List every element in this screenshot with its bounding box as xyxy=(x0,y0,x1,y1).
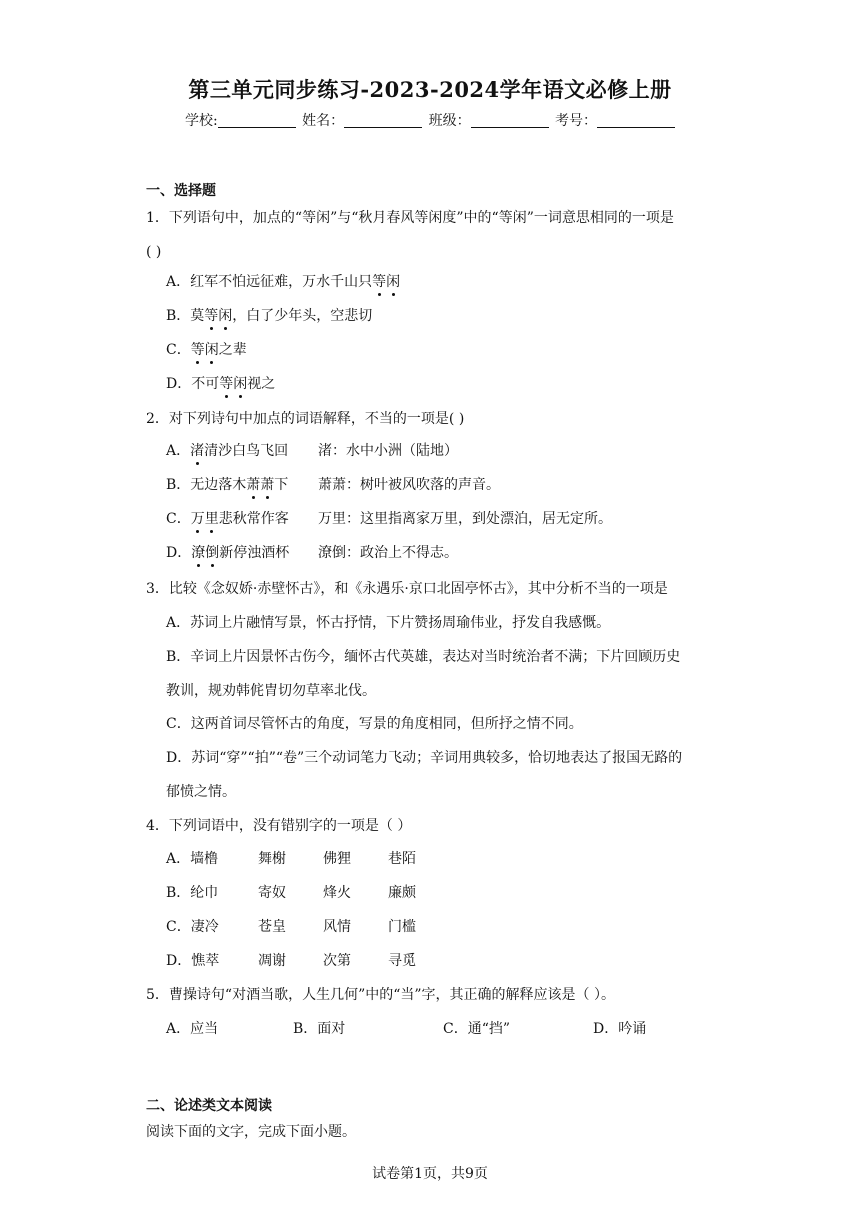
word: 门槛 xyxy=(388,919,416,935)
option-text: D． xyxy=(166,545,192,561)
q5-option-d[interactable]: D．吟诵 xyxy=(593,1021,647,1037)
option-text: D．不可 xyxy=(166,376,220,392)
dotted-char: 闲 xyxy=(233,376,248,392)
school-label: 学校: xyxy=(184,113,218,129)
q3-option-b-cont: 教训，规劝韩侂胄切勿草率北伐。 xyxy=(166,683,376,699)
q2-option-b[interactable] xyxy=(166,476,500,494)
dotted-char: 萧 xyxy=(260,477,275,493)
word: 寄奴 xyxy=(258,885,286,901)
word: 舞榭 xyxy=(258,851,286,867)
dotted-char: 渚 xyxy=(190,443,205,459)
q1-stem-bracket: ( ) xyxy=(146,244,162,260)
q5-option-a[interactable]: A．应当 xyxy=(166,1021,219,1037)
option-text: B．无边落木 xyxy=(166,477,247,493)
word: 廉颇 xyxy=(388,885,416,901)
dotted-char: 等 xyxy=(204,308,219,324)
word: 烽火 xyxy=(323,885,351,901)
word: 苍皇 xyxy=(258,919,286,935)
q3-option-b[interactable]: B．辛词上片因景怀古伤今，缅怀古代英雄，表达对当时统治者不满；下片回顾历史 xyxy=(166,649,681,665)
school-blank[interactable] xyxy=(218,113,296,128)
word: 佛狸 xyxy=(323,851,351,867)
dotted-char: 闲 xyxy=(386,274,401,290)
q1-option-b[interactable] xyxy=(166,307,372,325)
q2-option-d[interactable] xyxy=(166,544,458,562)
dotted-char: 等 xyxy=(219,376,234,392)
class-label: 班级： xyxy=(428,113,471,129)
q4-stem: 4．下列词语中，没有错别字的一项是（ ） xyxy=(146,818,412,834)
q3-option-d-cont: 郁愤之情。 xyxy=(166,784,236,800)
q3-option-a[interactable]: A．苏词上片融情写景，怀古抒情，下片赞扬周瑜伟业，抒发自我感慨。 xyxy=(166,615,611,631)
option-text: 之辈 xyxy=(218,342,247,358)
dotted-word xyxy=(246,477,274,493)
q1-stem: 1．下列语句中，加点的“等闲”与“秋月春风等闲度”中的“等闲”一词意思相同的一项是 xyxy=(146,210,674,226)
q3-option-d[interactable]: D．苏词“穿”“拍”“卷”三个动词笔力飞动；辛词用典较多，恰切地表达了报国无路的 xyxy=(166,750,683,766)
q5-option-c[interactable]: C．通“挡” xyxy=(443,1021,511,1037)
option-text: C． xyxy=(166,342,191,358)
option-text: A． xyxy=(166,443,191,459)
option-text: 新停浊酒杯 xyxy=(219,545,290,561)
dotted-char: 万 xyxy=(190,511,205,527)
reading-instructions: 阅读下面的文字，完成下面小题。 xyxy=(146,1124,356,1140)
dotted-word xyxy=(219,376,247,392)
dotted-char: 等 xyxy=(372,274,387,290)
dotted-char: 闲 xyxy=(204,342,219,358)
section-heading-choice: 一、选择题 xyxy=(146,183,216,199)
dotted-word xyxy=(204,308,232,324)
name-label: 姓名： xyxy=(302,113,345,129)
section-heading-reading: 二、论述类文本阅读 xyxy=(146,1098,272,1114)
word: C．凄冷 xyxy=(166,919,219,935)
option-text: ，白了少年头，空悲切 xyxy=(232,308,373,324)
exam-no-blank[interactable] xyxy=(597,113,675,128)
option-explanation: 渚：水中小洲（陆地） xyxy=(318,443,458,459)
q5-option-b[interactable]: B．面对 xyxy=(293,1021,346,1037)
option-explanation: 萧萧：树叶被风吹落的声音。 xyxy=(318,477,500,493)
word: 寻觅 xyxy=(388,953,416,969)
q4-option-d[interactable] xyxy=(166,952,416,970)
q2-option-c[interactable] xyxy=(166,510,612,528)
q4-option-c[interactable] xyxy=(166,918,416,936)
word: 凋谢 xyxy=(258,953,286,969)
word: D．憔萃 xyxy=(166,953,220,969)
name-blank[interactable] xyxy=(344,113,422,128)
dotted-word xyxy=(191,545,219,561)
dotted-char: 里 xyxy=(204,511,219,527)
q5-options xyxy=(166,1020,646,1038)
q2-stem: 2．对下列诗句中加点的词语解释，不当的一项是( ) xyxy=(146,411,465,427)
q3-stem: 3．比较《念奴娇·赤壁怀古》，和《永遇乐·京口北固亭怀古》，其中分析不当的一项是 xyxy=(146,581,668,597)
q1-option-d[interactable] xyxy=(166,375,275,393)
page-footer: 试卷第1页，共9页 xyxy=(372,1166,488,1182)
word: 次第 xyxy=(323,953,351,969)
word: 风情 xyxy=(323,919,351,935)
page-title: 第三单元同步练习-2023-2024学年语文必修上册 xyxy=(188,77,672,102)
q3-option-c[interactable]: C．这两首词尽管怀古的角度，写景的角度相同，但所抒之情不同。 xyxy=(166,716,583,732)
dotted-char: 闲 xyxy=(218,308,233,324)
dotted-char: 潦 xyxy=(191,545,206,561)
option-text: A．红军不怕远征难，万水千山只 xyxy=(166,274,373,290)
q5-stem: 5．曹操诗句“对酒当歌，人生几何”中的“当”字，其正确的解释应该是（ ）。 xyxy=(146,987,615,1003)
dotted-char: 萧 xyxy=(246,477,261,493)
option-text: 下 xyxy=(274,477,289,493)
dotted-word xyxy=(372,274,400,290)
option-text: 清沙白鸟飞回 xyxy=(204,443,289,459)
q1-option-a[interactable] xyxy=(166,273,400,291)
option-text: B．莫 xyxy=(166,308,205,324)
q4-option-b[interactable] xyxy=(166,884,416,902)
q2-option-a[interactable] xyxy=(166,442,458,460)
dotted-word xyxy=(190,443,204,459)
option-text: 视之 xyxy=(247,376,276,392)
dotted-char: 倒 xyxy=(205,545,220,561)
class-blank[interactable] xyxy=(471,113,549,128)
dotted-word xyxy=(191,342,219,358)
student-info-line xyxy=(0,110,860,130)
word: 巷陌 xyxy=(388,851,416,867)
word: A．墙橹 xyxy=(166,851,219,867)
exam-no-label: 考号： xyxy=(555,113,598,129)
q1-option-c[interactable] xyxy=(166,341,247,359)
option-text: C． xyxy=(166,511,191,527)
dotted-word xyxy=(191,511,219,527)
word: B．纶巾 xyxy=(166,885,219,901)
dotted-char: 等 xyxy=(190,342,205,358)
option-text: 悲秋常作客 xyxy=(218,511,289,527)
option-explanation: 潦倒：政治上不得志。 xyxy=(318,545,458,561)
q4-option-a[interactable] xyxy=(166,850,416,868)
option-explanation: 万里：这里指离家万里，到处漂泊，居无定所。 xyxy=(318,511,612,527)
